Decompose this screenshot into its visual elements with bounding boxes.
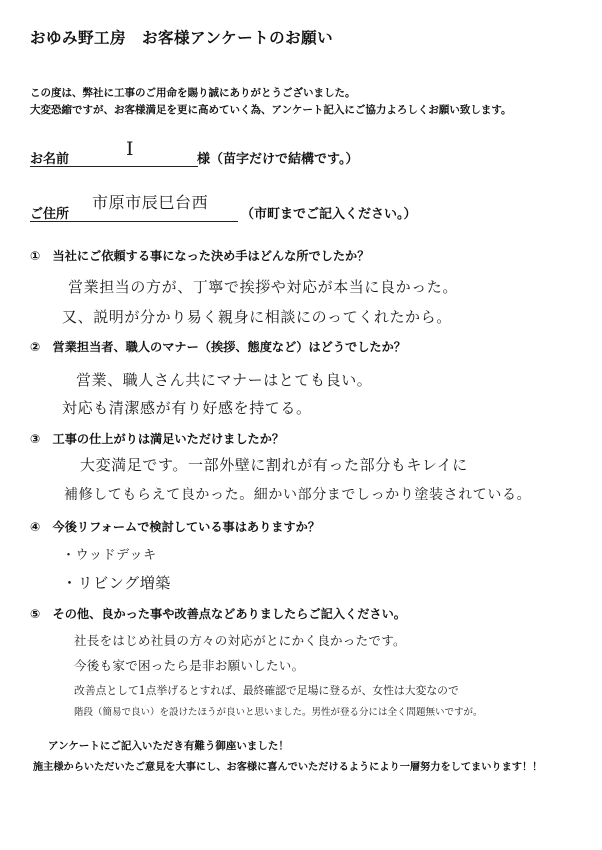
question-4-answer-2: ・リビング増築 [62, 574, 171, 592]
page-title: おゆみ野工房 お客様アンケートのお願い [30, 29, 334, 47]
address-suffix: （市町までご記入ください。） [241, 207, 417, 222]
question-2-answer-2: 対応も清潔感が有り好感を持てる。 [62, 399, 312, 417]
intro-line-2: 大変恐縮ですが、お客様満足を更に高めていく為、アンケート記入にご協力よろしくお願い致します。 [30, 104, 512, 116]
question-4-label: ④ 今後リフォームで検討している事はありますか？ [30, 520, 321, 534]
question-5-answer-2: 今後も家で困ったら是非お願いしたい。 [74, 658, 305, 673]
question-1-answer-1: 営業担当の方が、丁寧で挨拶や対応が本当に良かった。 [68, 278, 459, 296]
question-4-answer-1: ・ウッドデッキ [62, 548, 157, 563]
address-value: 市原市辰巳台西 [92, 193, 209, 212]
question-5-answer-4: 階段（簡易で良い）を設けたほうが良いと思いました。男性が登る分には全く問題無いですが。 [74, 707, 483, 718]
question-5-answer-3: 改善点として1点挙げるとすれば、最終確認で足場に登るが、女性は大変なので [74, 684, 459, 697]
name-suffix: 様（苗字だけで結構です。） [197, 152, 359, 167]
name-value: I [126, 138, 135, 160]
question-2-answer-1: 営業、職人さん共にマナーはとても良い。 [76, 371, 373, 389]
address-label: ご住所 [30, 207, 70, 222]
question-1-label: ① 当社にご依頼する事になった決め手はどんな所でしたか？ [30, 249, 370, 263]
question-3-answer-1: 大変満足です。一部外壁に割れが有った部分もキレイに [80, 456, 468, 474]
question-2-label: ② 営業担当者、職人のマナー（挨拶、態度など）はどうでしたか？ [30, 340, 406, 354]
footer-line-2: 施主様からいただいたご意見を大事にし、お客様に喜んでいただけるようにより一層努力をしてまいります！！ [33, 762, 543, 773]
question-5-answer-1: 社長をはじめ社員の方々の対応がとにかく良かったです。 [74, 633, 406, 648]
address-underline [30, 221, 238, 222]
question-5-label: ⑤ その他、良かった事や改善点などありましたらご記入ください。 [30, 607, 406, 621]
question-3-label: ③ 工事の仕上がりは満足いただけましたか？ [30, 432, 285, 446]
question-3-answer-2: 補修してもらえて良かった。細かい部分までしっかり塗装されている。 [64, 487, 532, 503]
name-underline [30, 166, 198, 167]
question-1-answer-2: 又、説明が分かり易く親身に相談にのってくれたから。 [62, 308, 452, 326]
name-label: お名前 [30, 152, 70, 167]
intro-line-1: この度は、弊社に工事のご用命を賜り誠にありがとうございました。 [30, 87, 356, 99]
footer-line-1: アンケートにご記入いただき有難う御座いました！ [48, 740, 289, 752]
